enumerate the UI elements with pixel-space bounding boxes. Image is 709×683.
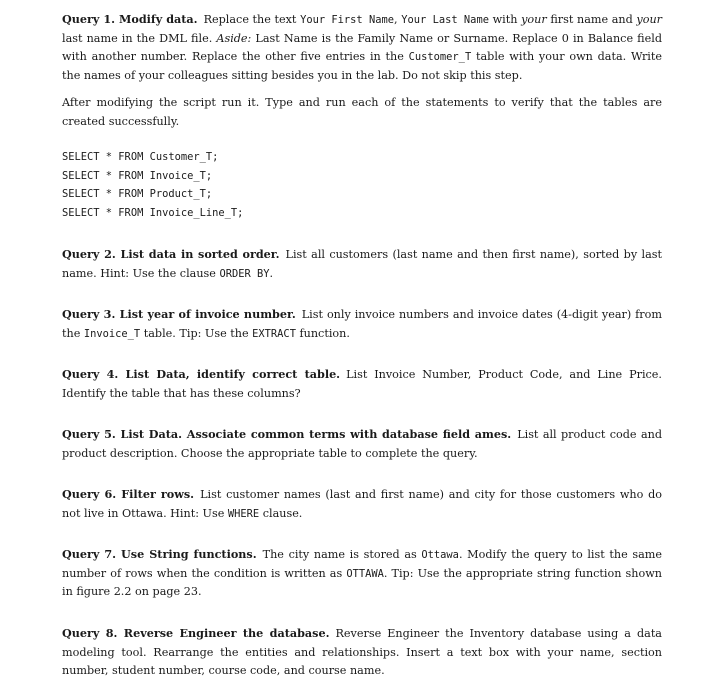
sql-code-block [62,148,243,222]
query-1-paragraph [62,10,662,85]
query-2-text: . [269,266,274,280]
query-6-text: clause. [259,506,303,520]
query-3-text: List only invoice numbers and invoice dates (4-digit year) from the [62,308,662,340]
code-where: WHERE [227,507,260,520]
after-paragraph: After modifying the script run it. Type and run each of the statements to verify that the tables are created successfully. [62,96,662,128]
query-1-text: last name in the DML file. [62,31,217,45]
code-order-by: ORDER BY [219,267,270,280]
query-4-paragraph [62,365,662,403]
query-8-text: Reverse Engineer the Inventory database using a data modeling tool. Rearrange the entities and relationships. Insert a text box with your name, section number, student number, course code, and course name. [62,627,662,678]
code-line: SELECT * FROM Invoice_Line_T; [62,206,244,219]
code-ottawa-upper: OTTAWA [346,567,384,580]
query-2-heading: Query 2. List data in sorted order. [62,247,280,261]
query-1-text: , [394,13,402,26]
query-7-text: . Modify the query to list the same number of rows when the condition is written as [62,548,662,580]
query-5-heading: Query 5. List Data. Associate common terms with database field ames. [62,427,512,441]
query-6-heading: Query 6. Filter rows. [62,487,195,501]
query-3-paragraph [62,305,662,343]
query-1-text: Replace the text [203,13,301,26]
query-6-text: List customer names (last and first name) and city for those customers who do not live in Ottawa. Hint: Use [62,488,663,520]
query-3-text: function. [295,326,350,340]
query-8-heading: Query 8. Reverse Engineer the database. [62,626,330,640]
query-4-heading: Query 4. List Data, identify correct table. [62,367,341,381]
aside-label: Aside: [216,31,252,45]
code-your-first-name: Your First Name [300,14,395,26]
query-5-text: List all product code and product description. Choose the appropriate table to complete the query. [62,428,662,460]
query-5-paragraph [62,425,662,463]
query-2-text: List all customers (last name and then first name), sorted by last name. Hint: Use the clause [62,248,663,280]
code-extract: EXTRACT [252,327,296,340]
query-7-text: . Tip: Use the appropriate string function shown in figure 2.2 on page 23. [62,566,663,599]
code-your-last-name: Your Last Name [401,14,489,26]
code-invoice-table: Invoice_T [83,327,141,340]
emphasis-your: your [636,13,662,26]
query-3-text: table. Tip: Use the [140,326,253,340]
query-1-text: first name and [546,13,637,26]
code-line: SELECT * FROM Customer_T; [62,151,219,163]
query-1-text: with [488,13,522,26]
query-7-heading: Query 7. Use String functions. [62,547,257,561]
emphasis-your: your [521,13,547,26]
query-7-paragraph [62,545,662,602]
query-1-heading: Query 1. Modify data. [62,12,198,26]
query-1-text: Last Name is the Family Name or Surname. Replace 0 in Balance field with another number. Replace the other five entries in the [62,31,662,64]
code-ottawa: Ottawa [421,549,459,561]
code-customer-table: Customer_T [408,51,472,64]
code-line: SELECT * FROM Invoice_T; [62,169,213,182]
code-line: SELECT * FROM Product_T; [62,188,213,201]
query-3-heading: Query 3. List year of invoice number. [62,307,296,321]
query-7-text: The city name is stored as [262,548,422,561]
query-1-text: table with your own data. Write the names of your colleagues sitting besides you in the lab. Do not skip this step. [62,50,663,82]
query-8-paragraph [62,624,662,681]
query-2-paragraph [62,245,662,283]
query-4-text: List Invoice Number, Product Code, and Line Price. Identify the table that has these columns? [62,368,662,400]
query-6-paragraph [62,485,662,523]
